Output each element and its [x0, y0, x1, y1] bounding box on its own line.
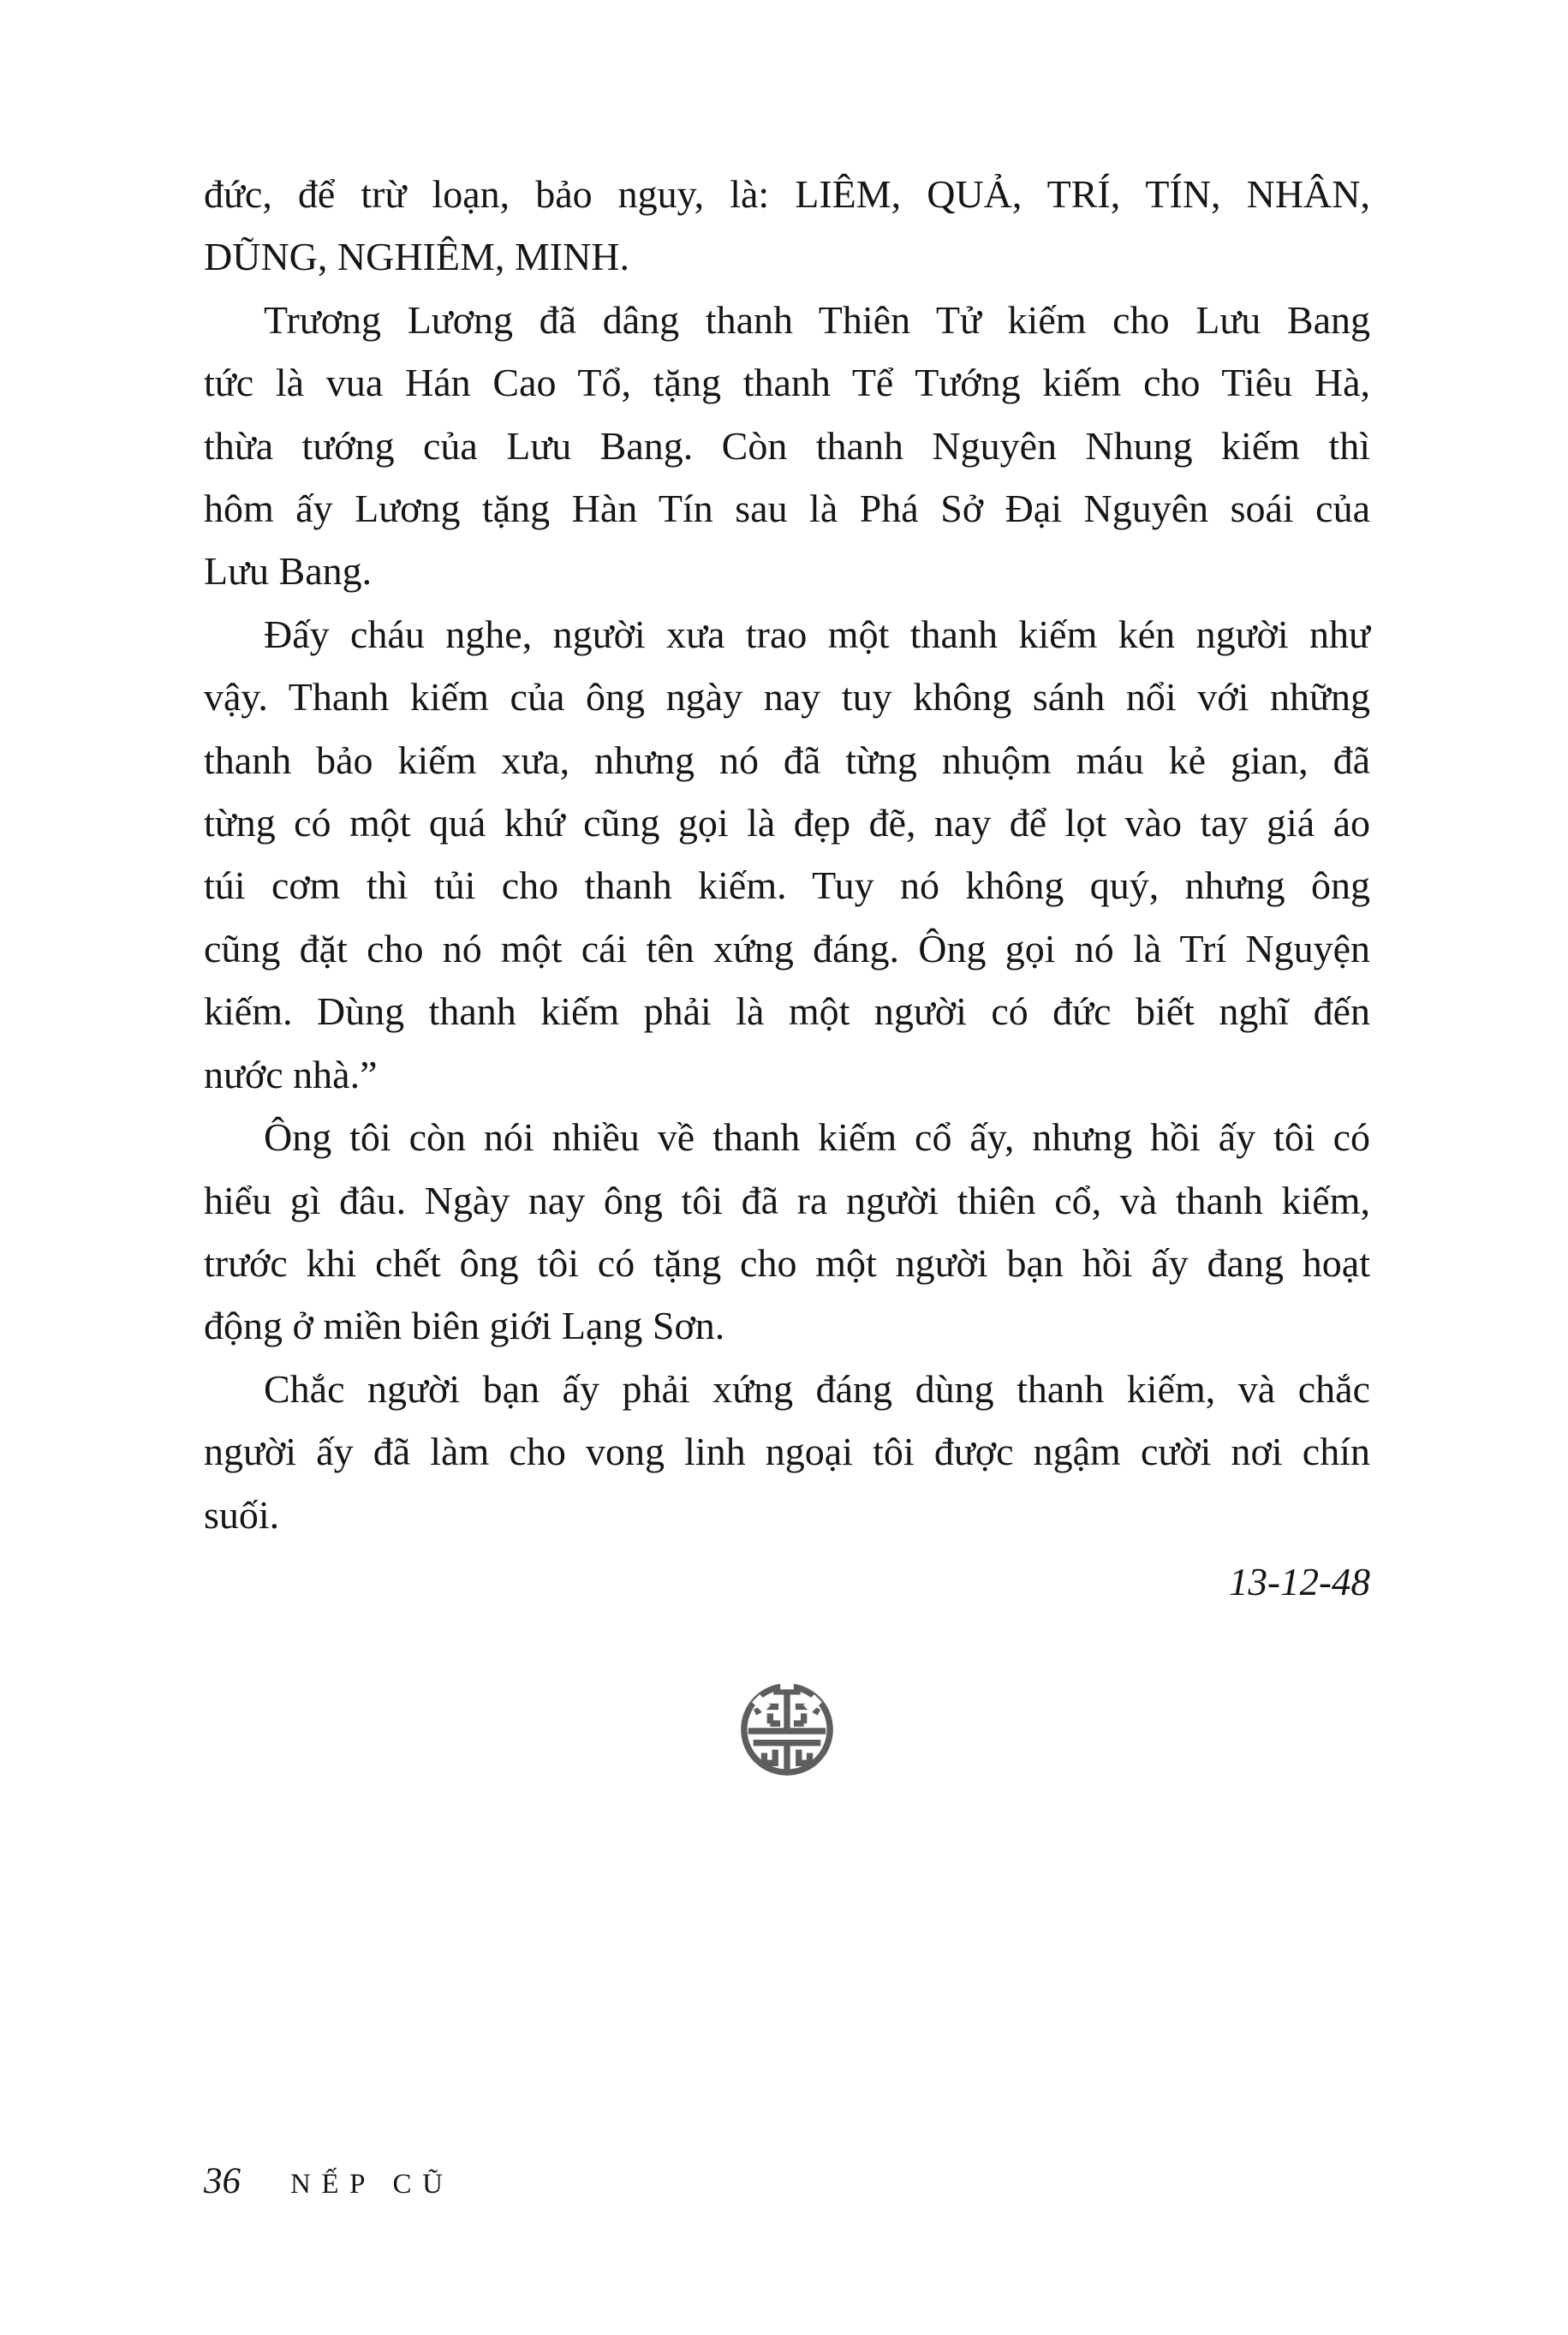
text-line: động ở miền biên giới Lạng Sơn.	[204, 1304, 725, 1348]
body-text	[204, 163, 1370, 1614]
text-line: Ông tôi còn nói nhiều về thanh kiếm cổ ấy, nhưng hồi ấy tôi có	[264, 1115, 1370, 1160]
text-line: hôm ấy Lương tặng Hàn Tín sau là Phá Sở Đại Nguyên soái của	[204, 487, 1370, 531]
text-line: túi cơm thì tủi cho thanh kiếm. Tuy nó không quý, nhưng ông	[204, 863, 1370, 908]
text-line: Trương Lương đã dâng thanh Thiên Tử kiếm cho Lưu Bang	[264, 297, 1370, 342]
text-line: Lưu Bang.	[204, 549, 373, 594]
text-line: nước nhà.”	[204, 1052, 378, 1096]
text-line: Chắc người bạn ấy phải xứng đáng dùng thanh kiếm, và chắc	[264, 1366, 1370, 1411]
paragraph	[204, 1106, 1370, 1358]
text-line: thanh bảo kiếm xưa, nhưng nó đã từng nhuộm máu kẻ gian, đã	[204, 738, 1370, 782]
paragraph	[204, 603, 1370, 1106]
text-line: hiểu gì đâu. Ngày nay ông tôi đã ra người thiên cổ, và thanh kiếm,	[204, 1178, 1370, 1222]
text-line: thừa tướng của Lưu Bang. Còn thanh Nguyên Nhung kiếm thì	[204, 423, 1370, 468]
text-line: kiếm. Dùng thanh kiếm phải là một người có đức biết nghĩ đến	[204, 989, 1370, 1034]
text-line: cũng đặt cho nó một cái tên xứng đáng. Ông gọi nó là Trí Nguyện	[204, 926, 1370, 970]
text-line: tức là vua Hán Cao Tổ, tặng thanh Tể Tướng kiếm cho Tiêu Hà,	[204, 361, 1370, 405]
text-line: người ấy đã làm cho vong linh ngoại tôi được ngậm cười nơi chín	[204, 1430, 1370, 1474]
text-line: trước khi chết ông tôi có tặng cho một người bạn hồi ấy đang hoạt	[204, 1240, 1370, 1285]
shou-longevity-seal-icon	[736, 1679, 838, 1780]
text-line: Đấy cháu nghe, người xưa trao một thanh kiếm kén người như	[264, 612, 1370, 656]
paragraph	[204, 1358, 1370, 1546]
paragraph	[204, 289, 1370, 603]
running-title: NẾP CŨ	[290, 2169, 454, 2200]
text-line: suối.	[204, 1492, 280, 1537]
text-line: DŨNG, NGHIÊM, MINH.	[204, 235, 630, 279]
page-footer	[204, 2160, 453, 2202]
text-line: từng có một quá khứ cũng gọi là đẹp đẽ, nay để lọt vào tay giá áo	[204, 801, 1370, 845]
text-line: vậy. Thanh kiếm của ông ngày nay tuy không sánh nổi với những	[204, 675, 1370, 720]
date-signature: 13-12-48	[1229, 1560, 1370, 1603]
text-line: đức, để trừ loạn, bảo nguy, là: LIÊM, QUẢ, TRÍ, TÍN, NHÂN,	[204, 172, 1370, 216]
paragraph	[204, 163, 1370, 289]
page-number: 36	[204, 2161, 241, 2201]
